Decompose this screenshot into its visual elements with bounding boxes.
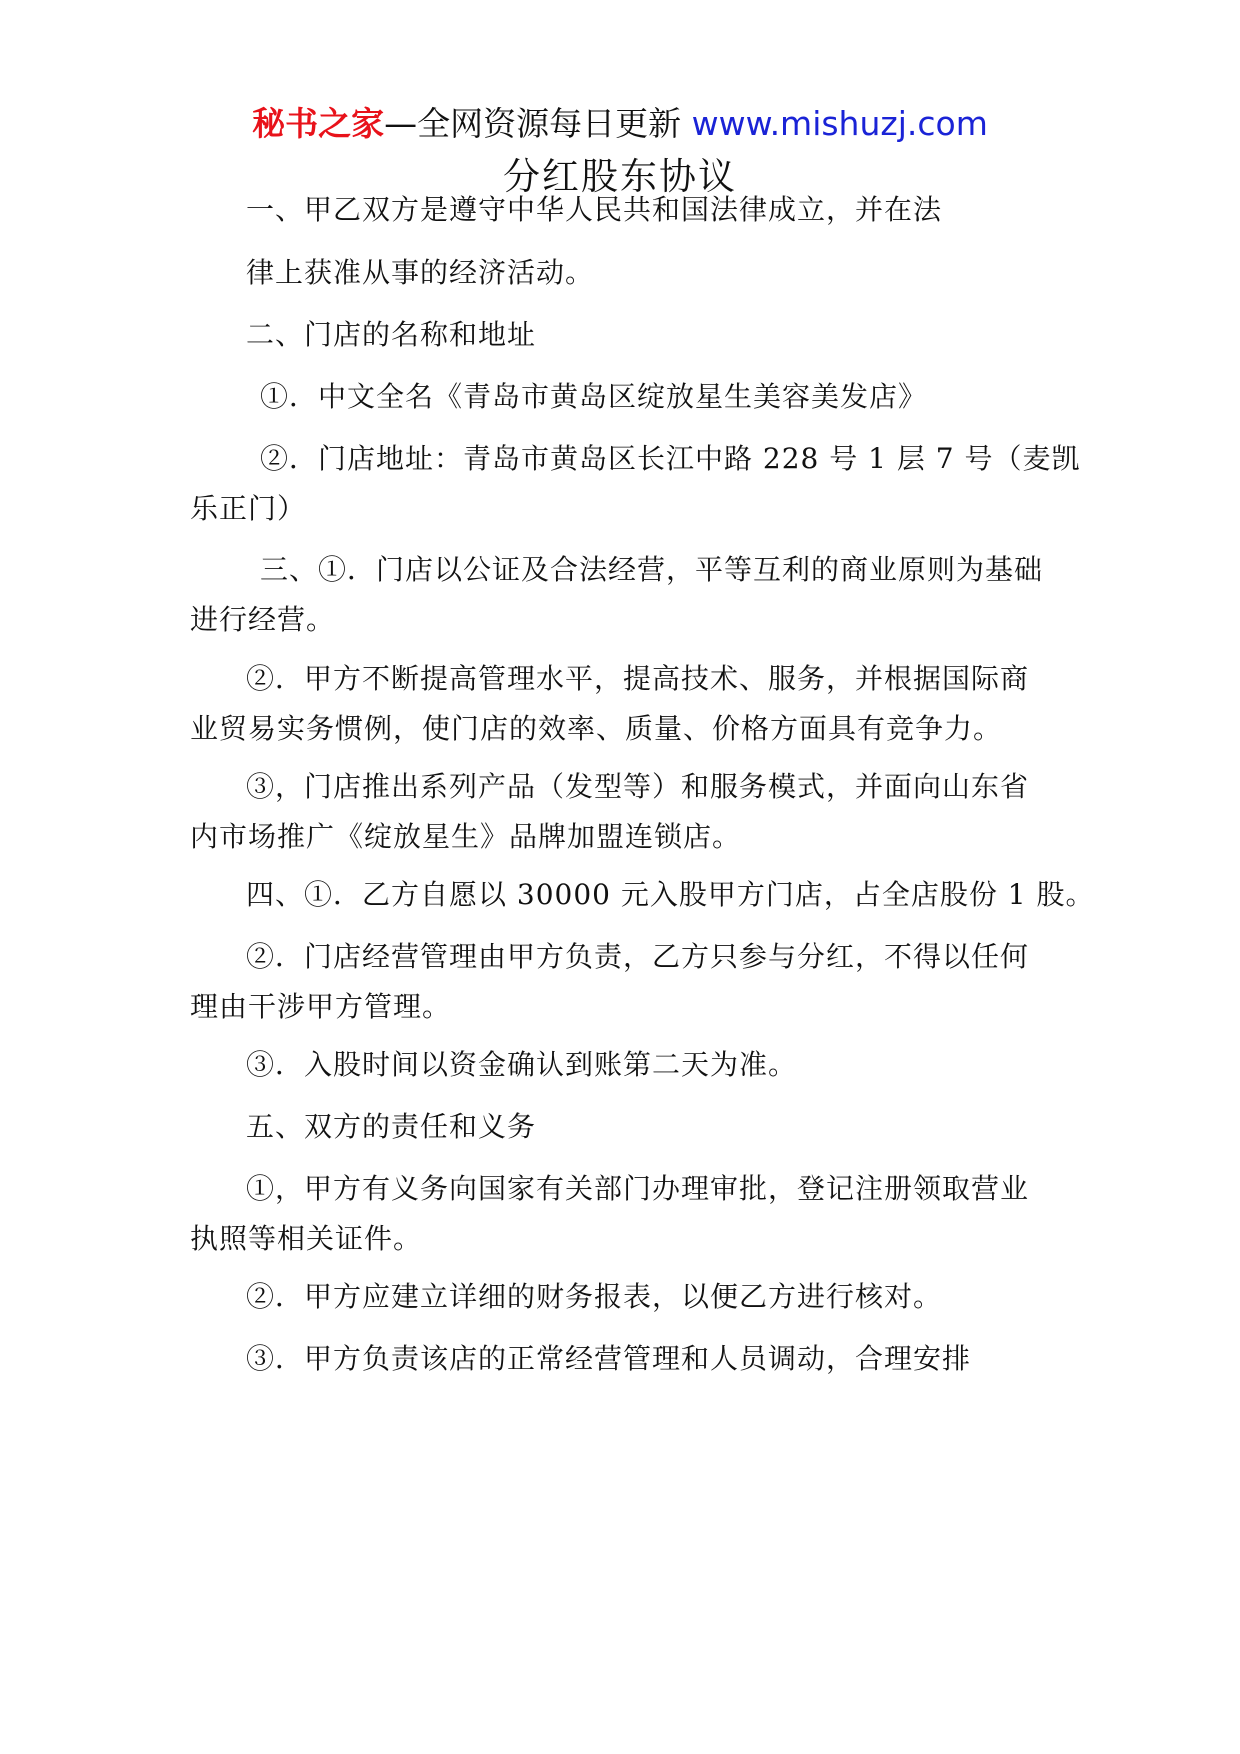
paragraph-line: 律上获准从事的经济活动。 — [246, 256, 595, 289]
brand-name: 秘书之家 — [252, 104, 385, 143]
paragraph-1 — [246, 185, 1126, 235]
paragraph-line: ②．甲方应建立详细的财务报表，以便乙方进行核对。 — [246, 1280, 943, 1313]
paragraph-line: 理由干涉甲方管理。 — [190, 990, 452, 1023]
paragraph-5-2 — [246, 1272, 1126, 1322]
paragraph-line: 一、甲乙双方是遵守中华人民共和国法律成立，并在法 — [246, 193, 943, 226]
paragraph-4-3 — [246, 1040, 1126, 1090]
document-title: 分红股东协议 — [503, 155, 737, 198]
paragraph-line: 三、①．门店以公证及合法经营，平等互利的商业原则为基础 — [260, 553, 1044, 586]
paragraph-line: 四、①．乙方自愿以 30000 元入股甲方门店，占全店股份 1 股。 — [246, 878, 1095, 911]
paragraph-5-3 — [246, 1334, 1126, 1384]
paragraph-line: 二、门店的名称和地址 — [246, 318, 537, 351]
paragraph-line: 五、双方的责任和义务 — [246, 1110, 537, 1143]
paragraph-3-3 — [190, 762, 1070, 862]
site-header — [0, 100, 1240, 148]
paragraph-line: ②．门店经营管理由甲方负责，乙方只参与分红，不得以任何 — [246, 940, 1030, 973]
paragraph-line: 进行经营。 — [190, 603, 336, 636]
site-url-link[interactable]: www.mishuzj.com — [691, 104, 988, 143]
paragraph-3-2 — [190, 654, 1070, 754]
paragraph-line: ③．入股时间以资金确认到账第二天为准。 — [246, 1048, 798, 1081]
paragraph-line: ②．门店地址：青岛市黄岛区长江中路 228 号 1 层 7 号（麦凯 — [260, 442, 1081, 475]
paragraph-2 — [246, 248, 1126, 298]
paragraph-5-1 — [190, 1164, 1070, 1264]
paragraph-line: 执照等相关证件。 — [190, 1222, 423, 1255]
paragraph-line: 内市场推广《绽放星生》品牌加盟连锁店。 — [190, 820, 742, 853]
paragraph-line: ①．中文全名《青岛市黄岛区绽放星生美容美发店》 — [260, 380, 928, 413]
site-slogan: —全网资源每日更新 — [384, 104, 692, 143]
paragraph-4-2 — [190, 932, 1070, 1032]
section-heading-5 — [246, 1102, 1126, 1152]
paragraph-store-address — [190, 434, 1081, 534]
paragraph-line: ③，门店推出系列产品（发型等）和服务模式，并面向山东省 — [246, 770, 1030, 803]
paragraph-3-1 — [190, 545, 1070, 645]
paragraph-line: 乐正门） — [190, 492, 307, 525]
paragraph-line: 业贸易实务惯例，使门店的效率、质量、价格方面具有竞争力。 — [190, 712, 1003, 745]
paragraph-line: ①，甲方有义务向国家有关部门办理审批，登记注册领取营业 — [246, 1172, 1030, 1205]
paragraph-4-1 — [246, 870, 1126, 920]
section-heading-2 — [246, 310, 1126, 360]
paragraph-store-name — [260, 372, 1140, 422]
paragraph-line: ②．甲方不断提高管理水平，提高技术、服务，并根据国际商 — [246, 662, 1030, 695]
paragraph-line: ③．甲方负责该店的正常经营管理和人员调动，合理安排 — [246, 1342, 972, 1375]
